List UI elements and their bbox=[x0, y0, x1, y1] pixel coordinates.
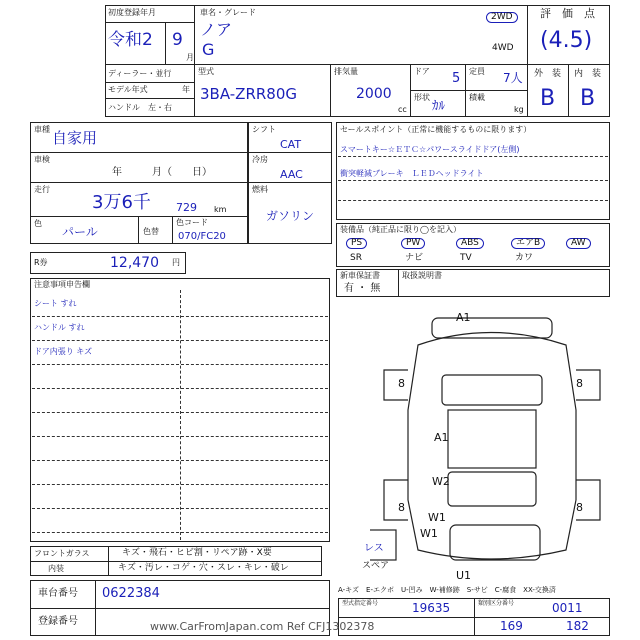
shape-label: 形状 bbox=[414, 93, 430, 102]
mileage-extra: 729 bbox=[176, 201, 197, 214]
diagram-right-rear bbox=[576, 480, 600, 520]
inspection-value: 年 月（ 日） bbox=[112, 167, 212, 178]
exterior-score: B bbox=[540, 86, 556, 111]
rule bbox=[338, 156, 608, 157]
divider bbox=[95, 580, 96, 636]
notes-rule bbox=[32, 508, 328, 509]
diagram-front-bumper bbox=[432, 318, 552, 338]
notes-label: 注意事項申告欄 bbox=[34, 280, 90, 289]
color-code: 070/FC20 bbox=[178, 231, 226, 242]
drive-2wd: 2WD bbox=[486, 12, 518, 23]
recycle-label: R券 bbox=[34, 258, 48, 267]
exterior-label: 外 装 bbox=[534, 69, 562, 79]
value-2: 169 bbox=[500, 619, 523, 633]
rule bbox=[338, 180, 608, 181]
first-reg-month: 9 bbox=[172, 30, 183, 50]
recycle-unit: 円 bbox=[172, 258, 180, 267]
recycle-value: 12,470 bbox=[110, 255, 159, 271]
equipment-item: AW bbox=[566, 238, 591, 249]
divider bbox=[30, 182, 248, 183]
damage-mark: A1 bbox=[456, 311, 471, 324]
dealer-label: ディーラー・並行 bbox=[108, 69, 172, 78]
score-label: 評 価 点 bbox=[540, 7, 595, 20]
warranty-label: 新車保証書 bbox=[340, 271, 380, 280]
damage-mark: W1 bbox=[428, 511, 446, 524]
interior-score: B bbox=[580, 86, 596, 111]
damage-mark: W1 bbox=[420, 527, 438, 540]
model-year-label: モデル年式 bbox=[108, 85, 148, 94]
class-label: 類別区分番号 bbox=[478, 600, 515, 607]
notes-rule bbox=[32, 316, 328, 317]
ac-label: 冷房 bbox=[252, 155, 268, 164]
divider bbox=[410, 90, 527, 91]
notes-rule bbox=[32, 340, 328, 341]
divider bbox=[105, 98, 194, 99]
notes-rule bbox=[32, 364, 328, 365]
notes-rule bbox=[32, 484, 328, 485]
first-reg-era: 令和2 bbox=[108, 30, 153, 50]
notes-rule bbox=[32, 532, 328, 533]
divider bbox=[108, 546, 109, 576]
equipment-item: TV bbox=[460, 253, 472, 263]
windshield-label: フロントガラス bbox=[34, 549, 90, 558]
shift-value: CAT bbox=[280, 138, 302, 151]
fuel-value: ガソリン bbox=[266, 209, 315, 223]
notes-rule bbox=[32, 412, 328, 413]
ac-value: AAC bbox=[280, 168, 303, 181]
divider bbox=[398, 269, 399, 297]
damage-mark: 8 bbox=[398, 377, 405, 390]
capacity: 7人 bbox=[503, 71, 523, 85]
car-diagram bbox=[370, 300, 615, 590]
divider bbox=[568, 64, 569, 117]
divider bbox=[527, 5, 528, 117]
watermark: www.CarFromJapan.com Ref CFJ1302378 bbox=[150, 620, 375, 633]
plate-label: 登録番号 bbox=[38, 616, 78, 627]
divider bbox=[248, 182, 332, 183]
divider bbox=[165, 22, 166, 64]
fuel-label: 燃料 bbox=[252, 185, 268, 194]
divider bbox=[194, 5, 195, 117]
notes-rule bbox=[32, 436, 328, 437]
spare-text: スペア bbox=[362, 561, 390, 571]
interior-state-value: キズ・汚レ・コゲ・穴・スレ・キレ・破レ bbox=[118, 563, 289, 573]
divider bbox=[248, 152, 332, 153]
notes-rule bbox=[32, 388, 328, 389]
score-value: (4.5) bbox=[540, 28, 593, 53]
divider bbox=[30, 152, 248, 153]
doors: 5 bbox=[452, 71, 461, 86]
damage-mark: 8 bbox=[398, 501, 405, 514]
note-item: シート すれ bbox=[34, 299, 77, 308]
equipment-item: PS bbox=[346, 238, 367, 249]
chassis-number: 0622384 bbox=[102, 586, 160, 601]
divider bbox=[30, 608, 330, 609]
car-name: ノア bbox=[200, 20, 233, 39]
mileage-label: 走行 bbox=[34, 185, 50, 194]
interior-label: 内 装 bbox=[574, 69, 602, 79]
cc-unit: cc bbox=[398, 105, 407, 114]
note-item: ドア内張り キズ bbox=[34, 347, 93, 356]
designation-label: 型式指定番号 bbox=[342, 600, 379, 607]
divider bbox=[330, 64, 331, 117]
divider bbox=[30, 561, 322, 562]
damage-legend: A-キズ E-エクボ U-凹み W-補修跡 S-サビ C-腐食 XX-交換済 bbox=[338, 586, 556, 594]
divider bbox=[105, 82, 194, 83]
diagram-roof bbox=[448, 410, 536, 468]
displacement-label: 排気量 bbox=[334, 67, 358, 76]
type-label: 型式 bbox=[198, 67, 214, 76]
equipment-item: PW bbox=[401, 238, 425, 249]
equipment-item: ナビ bbox=[405, 253, 424, 263]
kg-unit: kg bbox=[514, 105, 524, 114]
note-item: ハンドル すれ bbox=[34, 323, 85, 332]
divider bbox=[172, 216, 173, 244]
color-code-label: 色コード bbox=[176, 218, 208, 227]
equipment-item: カワ bbox=[515, 253, 534, 263]
load-label: 積載 bbox=[469, 93, 485, 102]
sales-line-2: 衝突軽減ブレーキ ＬＥＤヘッドライト bbox=[340, 169, 484, 178]
car-name-label: 車名・グレード bbox=[200, 8, 256, 17]
month-unit: 月 bbox=[186, 53, 194, 62]
first-reg-label: 初度登録年月 bbox=[108, 8, 156, 17]
notes-column-divider bbox=[180, 290, 181, 540]
door-label: ドア bbox=[414, 67, 430, 76]
damage-mark: W2 bbox=[432, 475, 450, 488]
diagram-left-rear bbox=[384, 480, 408, 520]
type-value: 3BA-ZRR80G bbox=[200, 85, 298, 103]
value-3: 182 bbox=[566, 619, 589, 633]
damage-mark: U1 bbox=[456, 569, 472, 582]
equipment-item: SR bbox=[350, 253, 362, 263]
handle-label: ハンドル 左・右 bbox=[108, 103, 172, 112]
equipment-item: ABS bbox=[456, 238, 484, 249]
rule bbox=[338, 200, 608, 201]
class-number: 0011 bbox=[552, 601, 583, 615]
grade: G bbox=[202, 40, 215, 59]
diagram-rear-window bbox=[448, 472, 536, 506]
shape: ｶﾙ bbox=[432, 99, 445, 114]
designation-number: 19635 bbox=[412, 601, 451, 615]
divider bbox=[30, 216, 248, 217]
vehicle-type: 自家用 bbox=[52, 129, 98, 147]
warranty-value: 有 ・ 無 bbox=[344, 283, 381, 294]
notes-rule bbox=[32, 460, 328, 461]
sales-line-1: スマートキー☆ＥＴＣ☆パワースライドドア(左側) bbox=[340, 145, 520, 154]
manual-label: 取扱説明書 bbox=[402, 271, 442, 280]
divider bbox=[105, 22, 194, 23]
shift-label: シフト bbox=[252, 125, 276, 134]
damage-mark: 8 bbox=[576, 501, 583, 514]
chassis-label: 車台番号 bbox=[38, 588, 78, 599]
color-value: パール bbox=[62, 225, 98, 239]
diagram-rear-bumper bbox=[450, 525, 540, 560]
mileage-value: 3万6千 bbox=[92, 192, 151, 213]
sales-label: セールスポイント（正常に機能するものに限ります） bbox=[340, 125, 532, 134]
displacement: 2000 bbox=[356, 86, 392, 102]
divider bbox=[138, 216, 139, 244]
interior-state-label: 内装 bbox=[48, 564, 64, 573]
equipment-item: エアB bbox=[511, 238, 545, 249]
recycle-frame bbox=[30, 252, 186, 274]
color-label: 色 bbox=[34, 219, 42, 228]
divider bbox=[338, 617, 610, 618]
diagram-windshield bbox=[442, 375, 542, 405]
year-unit: 年 bbox=[182, 85, 190, 94]
drive-4wd: 4WD bbox=[492, 43, 514, 53]
spare-label: レス bbox=[364, 543, 384, 554]
damage-mark: A1 bbox=[434, 431, 449, 444]
equipment-label: 装備品（純正品に限り◯を記入） bbox=[340, 225, 461, 234]
damage-mark: 8 bbox=[576, 377, 583, 390]
windshield-value: キズ・飛石・ヒビ割・リペア跡・X要 bbox=[122, 548, 272, 558]
vehicle-type-label: 車種 bbox=[34, 125, 50, 134]
color-check-label: 色替 bbox=[143, 227, 159, 236]
capacity-label: 定員 bbox=[469, 67, 485, 76]
inspection-label: 車検 bbox=[34, 155, 50, 164]
km-unit: km bbox=[214, 205, 227, 214]
